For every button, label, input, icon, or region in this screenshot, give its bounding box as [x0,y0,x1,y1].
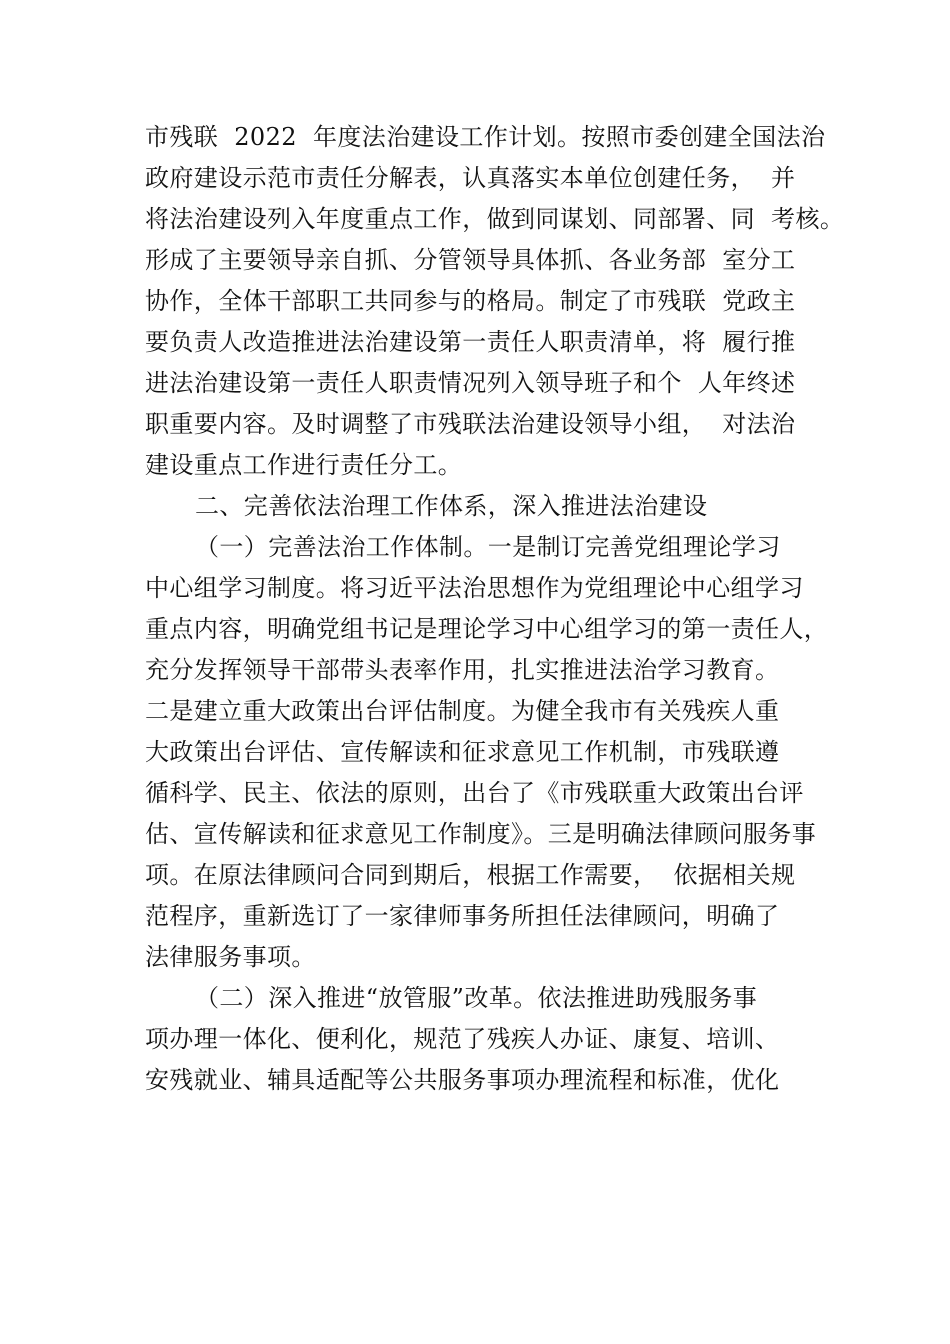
text-line: 市残联 2022 年度法治建设工作计划。按照市委创建全国法治 [145,123,826,151]
section-heading: 二、完善依法治理工作体系，深入推进法治建设 [195,492,708,520]
text-line: 建设重点工作进行责任分工。 [145,451,463,479]
text-line: 大政策出台评估、宣传解读和征求意见工作机制，市残联遵 [145,738,780,766]
text-line: 范程序，重新选订了一家律师事务所担任法律顾问，明确了 [145,902,780,930]
text-line: 法律服务事项。 [145,943,316,971]
text-line: 协作，全体干部职工共同参与的格局。制定了市残联 党政主 [145,287,796,315]
text-line: 充分发挥领导干部带头表率作用，扎实推进法治学习教育。 [145,656,780,684]
text-line: 中心组学习制度。将习近平法治思想作为党组理论中心组学习 [145,574,804,602]
subsection-heading-line: （一）完善法治工作体制。一是制订完善党组理论学习 [195,533,781,561]
text-line: 二是建立重大政策出台评估制度。为健全我市有关残疾人重 [145,697,780,725]
text-line: 项办理一体化、便利化，规范了残疾人办证、康复、培训、 [145,1025,780,1053]
text-line: 进法治建设第一责任人职责情况列入领导班子和个 人年终述 [145,369,796,397]
text-line: 循科学、民主、依法的原则，出台了《市残联重大政策出台评 [145,779,804,807]
text-line: 项。在原法律顾问合同到期后，根据工作需要， 依据相关规 [145,861,796,889]
subsection-heading-line: （二）深入推进“放管服”改革。依法推进助残服务事 [195,984,758,1012]
text-line: 重点内容，明确党组书记是理论学习中心组学习的第一责任人， [145,615,829,643]
text-line: 职重要内容。及时调整了市残联法治建设领导小组， 对法治 [145,410,796,438]
text-line: 估、宣传解读和征求意见工作制度》。三是明确法律顾问服务事 [145,820,817,848]
text-line: 政府建设示范市责任分解表，认真落实本单位创建任务， 并 [145,164,796,192]
text-line: 将法治建设列入年度重点工作，做到同谋划、同部署、同 考核。 [145,205,845,233]
text-line: 形成了主要领导亲自抓、分管领导具体抓、各业务部 室分工 [145,246,796,274]
text-line: 安残就业、辅具适配等公共服务事项办理流程和标准，优化 [145,1066,780,1094]
text-line: 要负责人改造推进法治建设第一责任人职责清单，将 履行推 [145,328,796,356]
